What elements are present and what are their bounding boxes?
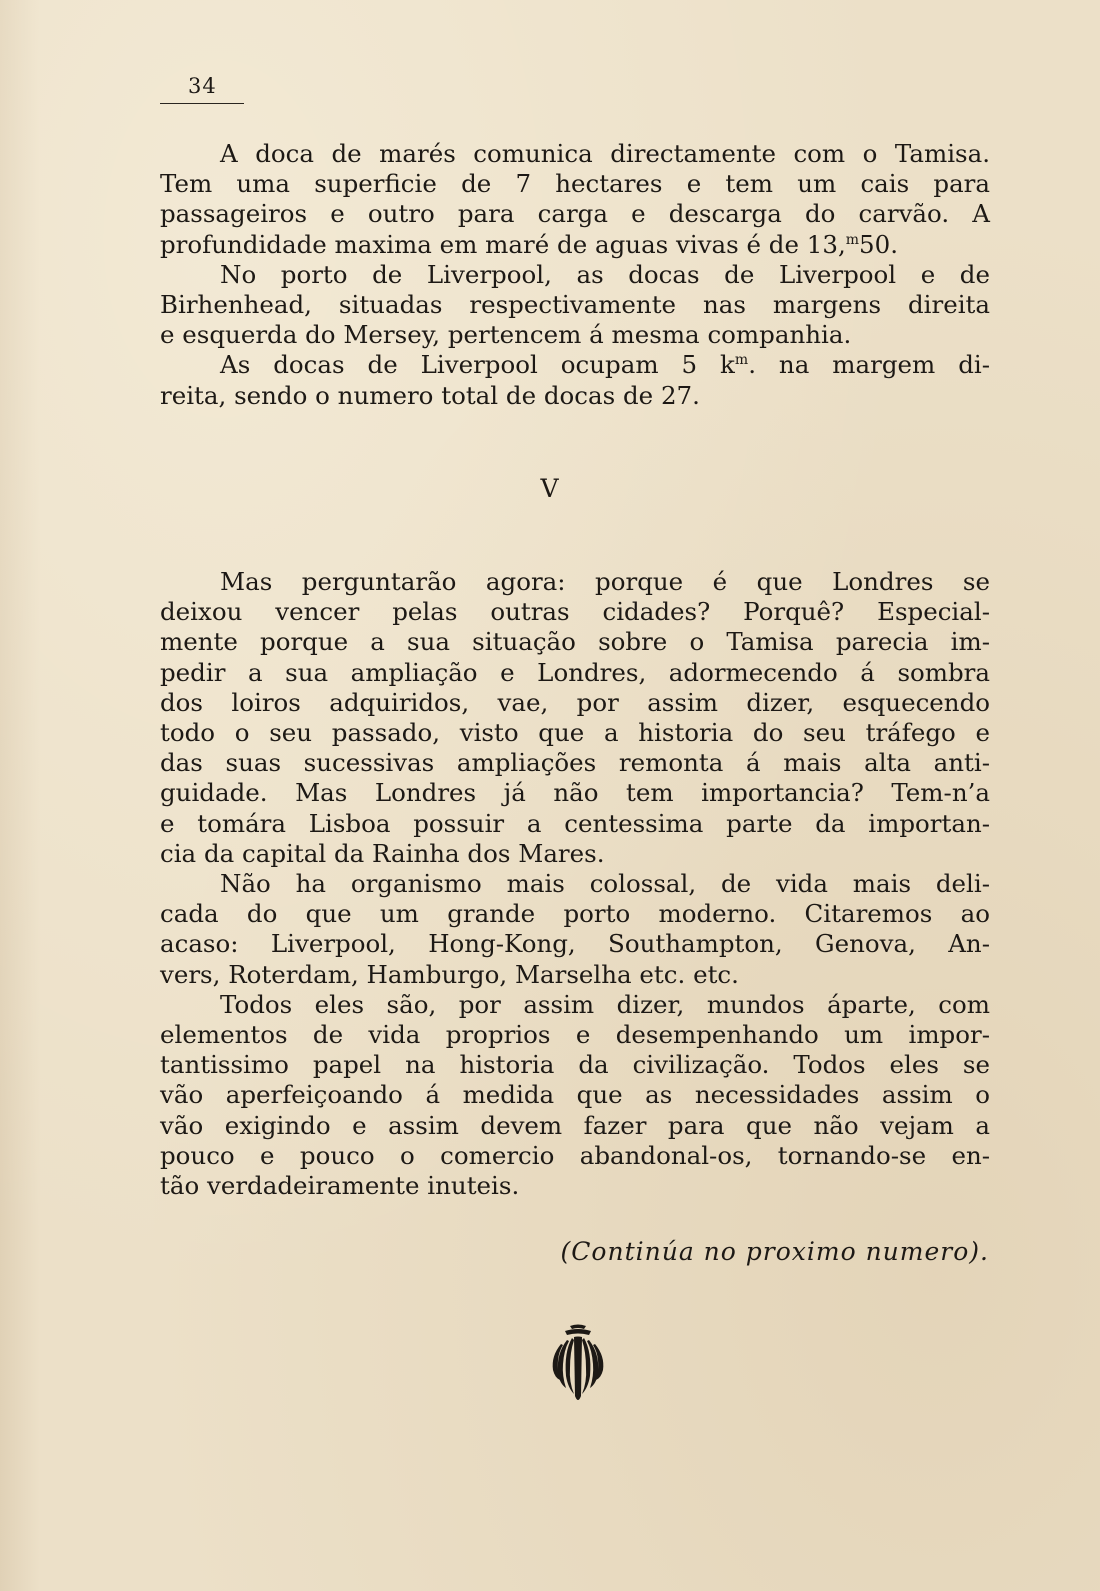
- text-line: acaso: Liverpool, Hong-Kong, Southampton, Genova, An-: [160, 929, 990, 959]
- text-line: guidade. Mas Londres já não tem importancia? Tem-n’a: [160, 778, 990, 808]
- text-line: cada do que um grande porto moderno. Citaremos ao: [160, 899, 990, 929]
- text-line: e esquerda do Mersey, pertencem á mesma companhia.: [160, 320, 852, 350]
- text-line: dos loiros adquiridos, vae, por assim dizer, esquecendo: [160, 687, 990, 717]
- text-line: vers, Roterdam, Hamburgo, Marselha etc. etc.: [160, 959, 739, 989]
- text-line: todo o seu passado, visto que a historia do seu tráfego e: [160, 718, 990, 748]
- text-line: A doca de marés comunica directamente com o Tamisa.: [220, 139, 990, 168]
- text-line: das suas sucessivas ampliações remonta á mais alta anti-: [160, 748, 990, 778]
- text-line: reita, sendo o numero total de docas de 27.: [160, 380, 700, 410]
- text-line: No porto de Liverpool, as docas de Liverpool e de: [220, 259, 990, 289]
- text-line: deixou vencer pelas outras cidades? Porquê? Especial-: [160, 597, 990, 627]
- text-line: tão verdadeiramente inuteis.: [160, 1171, 520, 1201]
- text-line: passageiros e outro para carga e descarga do carvão. A: [160, 199, 990, 229]
- text-line: tantissimo papel na historia da civilização. Todos eles se: [160, 1050, 990, 1080]
- text-line: Não ha organismo mais colossal, de vida mais deli-: [220, 869, 990, 899]
- text-line: profundidade maxima em maré de aguas vivas é de 13,$^m$50.: [160, 229, 898, 259]
- continuation-note: (Continúa no proximo numero).: [560, 1237, 989, 1266]
- text-block-bottom: [160, 567, 990, 1201]
- text-line: cia da capital da Rainha dos Mares.: [160, 838, 605, 868]
- text-line: elementos de vida proprios e desempenhando um impor-: [160, 1020, 990, 1050]
- text-line: pedir a sua ampliação e Londres, adormecendo á sombra: [160, 657, 990, 687]
- text-line: pouco e pouco o comercio abandonal-os, tornando-se en-: [160, 1140, 990, 1170]
- page-number: 34: [188, 74, 217, 98]
- page-number-rule: [160, 103, 244, 104]
- text-line: e tomára Lisboa possuir a centessima parte da importan-: [160, 808, 990, 838]
- text-line: vão aperfeiçoando á medida que as necessidades assim o: [160, 1080, 990, 1110]
- text-line: vão exigindo e assim devem fazer para que não vejam a: [160, 1110, 990, 1140]
- text-line: As docas de Liverpool ocupam 5 $k^m$. na margem di-: [220, 350, 990, 380]
- text-line: Mas perguntarão agora: porque é que Londres se: [220, 567, 990, 596]
- text-block-top: [160, 139, 990, 411]
- leaf-fleuron-icon: [548, 1324, 608, 1404]
- text-line: mente porque a sua situação sobre o Tamisa parecia im-: [160, 627, 990, 657]
- section-heading: V: [540, 474, 560, 503]
- text-line: Todos eles são, por assim dizer, mundos áparte, com: [220, 989, 990, 1019]
- text-line: Tem uma superficie de 7 hectares e tem um cais para: [160, 169, 990, 199]
- text-line: Birhenhead, situadas respectivamente nas margens direita: [160, 290, 990, 320]
